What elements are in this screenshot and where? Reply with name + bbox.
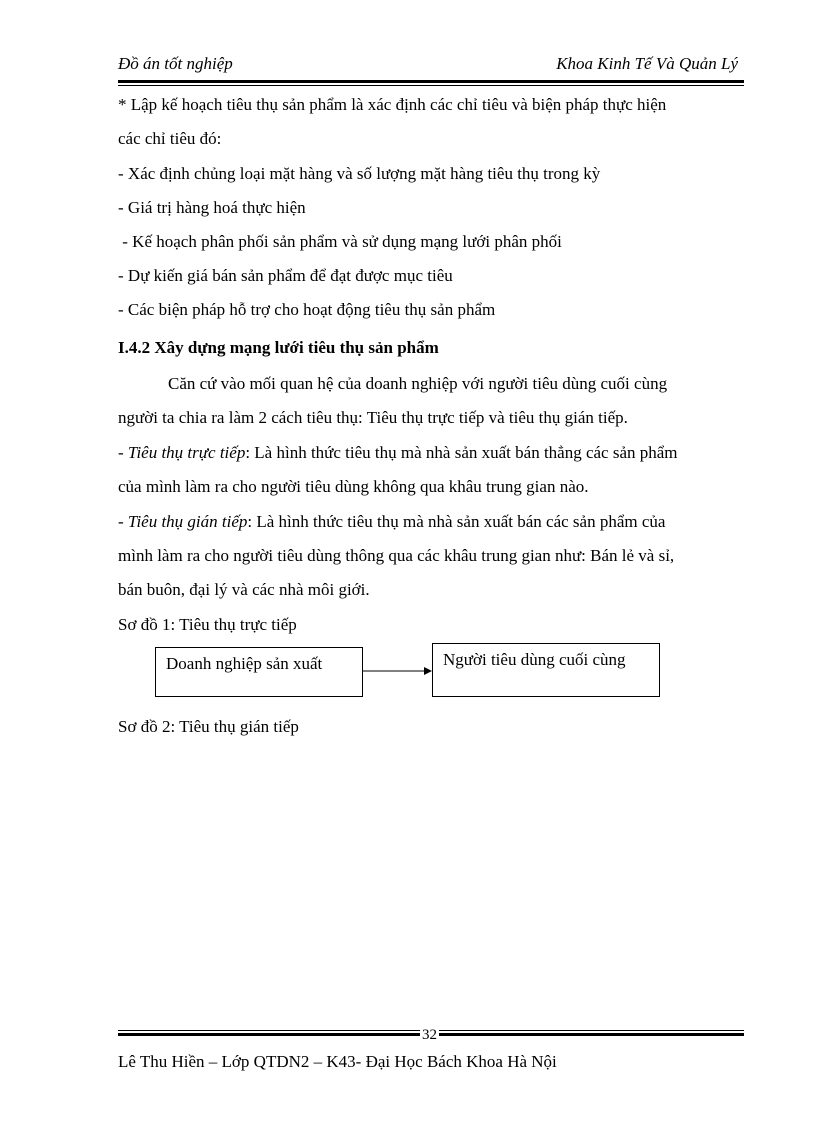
indirect-description: : Là hình thức tiêu thụ mà nhà sản xuất bán các sản phẩm của xyxy=(247,512,666,531)
direct-prefix: - xyxy=(118,443,128,462)
header-rule-thin xyxy=(118,85,744,86)
direct-sale-line-1 xyxy=(118,442,744,464)
diagram-2-caption: Sơ đồ 2: Tiêu thụ gián tiếp xyxy=(118,717,299,736)
intro-line-1: * Lập kế hoạch tiêu thụ sản phẩm là xác định các chỉ tiêu và biện pháp thực hiện xyxy=(118,95,667,114)
diagram-1-arrow xyxy=(362,664,434,678)
diagram-1-caption: Sơ đồ 1: Tiêu thụ trực tiếp xyxy=(118,615,297,634)
direct-description: : Là hình thức tiêu thụ mà nhà sản xuất bán thẳng các sản phẩm xyxy=(245,443,678,462)
bullet-item: - Xác định chủng loại mặt hàng và số lượng mặt hàng tiêu thụ trong kỳ xyxy=(118,164,601,183)
header-left-title: Đồ án tốt nghiệp xyxy=(118,54,233,73)
diagram-1-box-consumer-label: Người tiêu dùng cuối cùng xyxy=(443,650,626,669)
section-heading: I.4.2 Xây dựng mạng lưới tiêu thụ sản phẩm xyxy=(118,338,439,357)
page-number: 32 xyxy=(422,1027,437,1043)
indirect-sale-line-3: bán buôn, đại lý và các nhà môi giới. xyxy=(118,580,370,599)
indirect-term: Tiêu thụ gián tiếp xyxy=(127,512,248,531)
diagram-1-box-producer-label: Doanh nghiệp sản xuất xyxy=(166,654,323,673)
paragraph-1-line-1: Căn cứ vào mối quan hệ của doanh nghiệp với người tiêu dùng cuối cùng xyxy=(168,374,668,393)
bullet-item: - Các biện pháp hỗ trợ cho hoạt động tiêu thụ sản phẩm xyxy=(118,300,496,319)
bullet-item: - Kế hoạch phân phối sản phẩm và sử dụng mạng lưới phân phối xyxy=(118,232,562,251)
header-rule-thick xyxy=(118,80,744,83)
direct-term: Tiêu thụ trực tiếp xyxy=(127,443,246,462)
header-right-title: Khoa Kinh Tế Và Quản Lý xyxy=(556,54,738,73)
intro-line-2: các chỉ tiêu đó: xyxy=(118,129,222,148)
direct-sale-line-2: của mình làm ra cho người tiêu dùng không qua khâu trung gian nào. xyxy=(118,477,589,496)
bullet-item: - Giá trị hàng hoá thực hiện xyxy=(118,198,306,217)
indirect-prefix: - xyxy=(118,512,128,531)
indirect-sale-line-2: mình làm ra cho người tiêu dùng thông qua các khâu trung gian như: Bán lẻ và sỉ, xyxy=(118,546,675,565)
diagram-1-box-producer xyxy=(155,647,363,697)
indirect-sale-line-1 xyxy=(118,511,744,533)
paragraph-1-line-2: người ta chia ra làm 2 cách tiêu thụ: Tiêu thụ trực tiếp và tiêu thụ gián tiếp. xyxy=(118,408,628,427)
bullet-item: - Dự kiến giá bán sản phẩm để đạt được mục tiêu xyxy=(118,266,453,285)
diagram-1-box-consumer xyxy=(432,643,660,697)
footer-author: Lê Thu Hiền – Lớp QTDN2 – K43- Đại Học Bách Khoa Hà Nội xyxy=(118,1052,557,1071)
